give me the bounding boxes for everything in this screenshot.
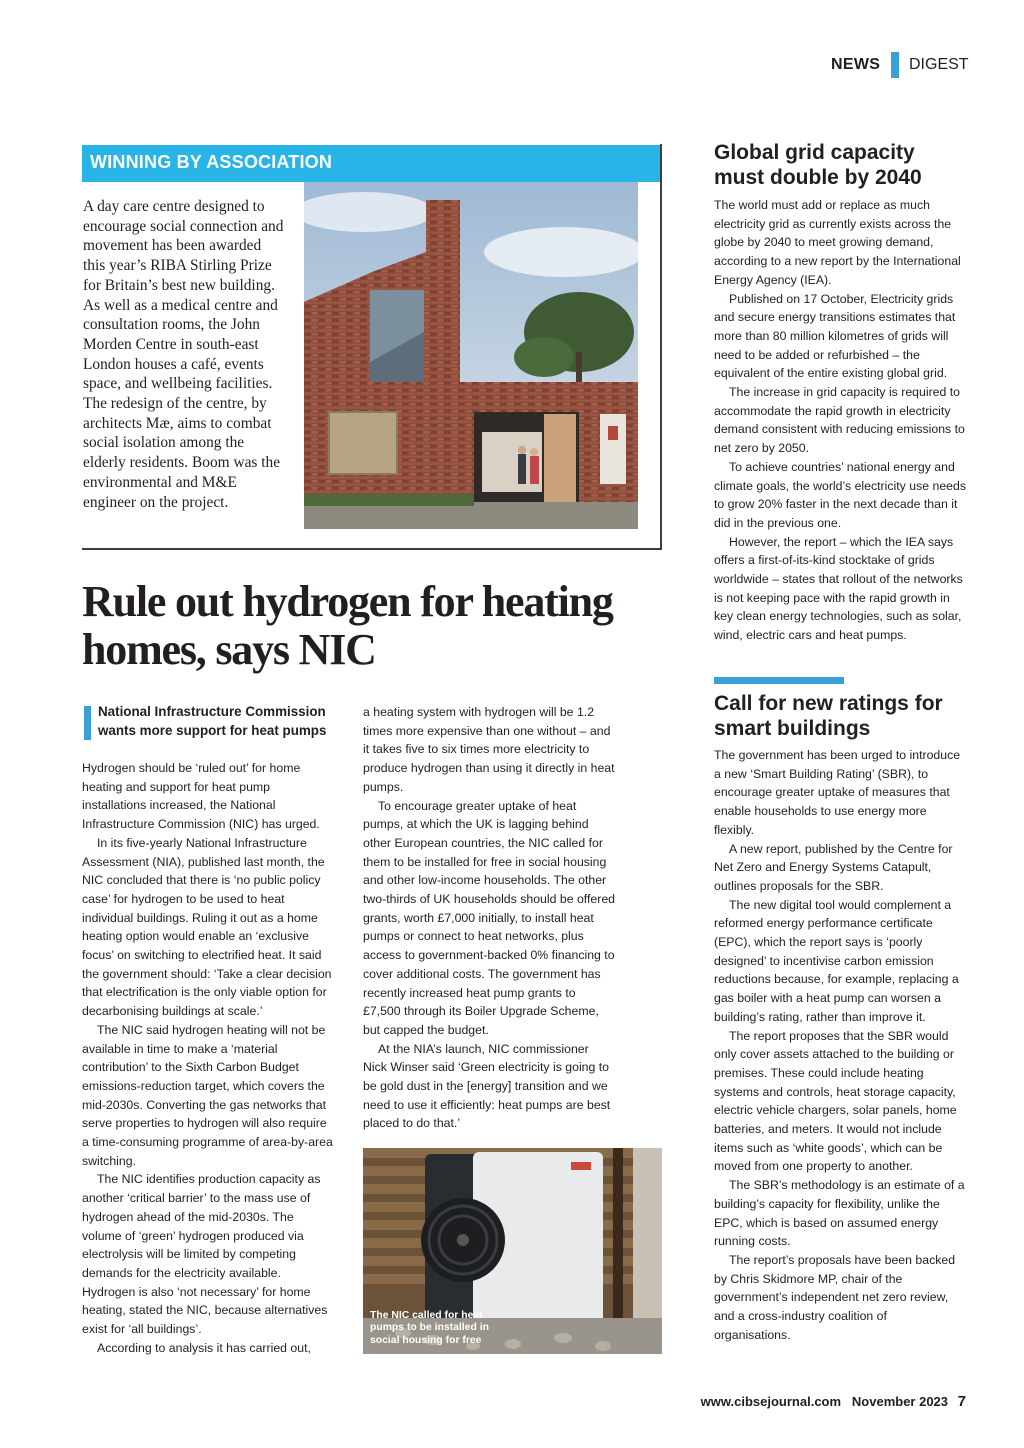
grid-headline: Global grid capacity must double by 2040 xyxy=(714,141,922,189)
subsection-label: DIGEST xyxy=(909,56,969,73)
paragraph: The increase in grid capacity is required to accommodate the rapid growth in electricity demand consistent with reducing emissions to net zero by 2050. xyxy=(714,385,965,456)
grid-story xyxy=(714,196,966,645)
feature-title: WINNING BY ASSOCIATION xyxy=(90,152,333,172)
paragraph: However, the report – which the IEA says offers a first-of-its-kind stocktake of grids worldwide – states that rollout of the networks is not keeping pace with the rapid growth in key clean energy technologies, such as solar, wind, electric cars and heat pumps. xyxy=(714,534,963,643)
standfirst-bar xyxy=(84,706,91,740)
paragraph: At the NIA’s launch, NIC commissioner Nick Winser said ‘Green electricity is going to be gold dust in the [energy] transition and we need to use it efficiently: heat pumps are best placed to do that.’ xyxy=(363,1041,611,1131)
sbr-headline: Call for new ratings for smart buildings xyxy=(714,692,943,740)
sidebar-divider xyxy=(714,677,844,684)
paragraph: The NIC identifies production capacity as another ‘critical barrier’ to the mass use of hydrogen ahead of the mid-2030s. The volume of ‘green’ hydrogen produced via electrolysis will be limited by competing demands for the electricity available. Hydrogen is also ‘not necessary’ for home heating, stated the NIC, because alternatives exist for ‘all buildings’. xyxy=(82,1172,328,1337)
paragraph: A new report, published by the Centre for Net Zero and Energy Systems Catapult, outlines proposals for the SBR. xyxy=(714,841,953,893)
building-photo xyxy=(304,182,638,529)
paragraph: Published on 17 October, Electricity grids and secure energy transitions estimates that more than 80 million kilometres of grids will need to be added or refurbished – the equivalent of the entire existing global grid. xyxy=(714,291,956,381)
paragraph: In its five-yearly National Infrastructure Assessment (NIA), published last month, the NIC concluded that there is ‘no public policy case’ for hydrogen to be used to heat individual buildings. Ruling it out as a home heating option would enable an ‘exclusive focus’ on switching to electrified heat. It said the government should: ‘Take a clear decision that electrification is the only viable option for decarbonising buildings at scale.’ xyxy=(82,835,332,1019)
footer-date: November 2023 xyxy=(851,1394,949,1409)
main-story-column-2 xyxy=(363,703,615,1133)
photo-caption: The NIC called for heat pumps to be installed in social housing for free xyxy=(370,1310,489,1346)
sbr-story xyxy=(714,746,966,1345)
paragraph: The world must add or replace as much electricity grid as currently exists across the globe by 2040 to meet growing demand, according to a new report by the International Energy Agency (IEA). xyxy=(714,198,961,287)
paragraph: Hydrogen should be ‘ruled out’ for home heating and support for heat pump installations increased, the National Infrastructure Commission (NIC) has urged. xyxy=(82,761,320,832)
paragraph: The report proposes that the SBR would only cover assets attached to the building or premises. These could include heating systems and controls, heat storage capacity, electric vehicle chargers, solar panels, home batteries, and meters. It would not include items such as ‘white goods’, which can be moved from one property to another. xyxy=(714,1028,957,1174)
paragraph: To encourage greater uptake of heat pumps, at which the UK is lagging behind other European countries, the NIC called for them to be installed for free in social housing and other low-income households. The other two-thirds of UK households should be offered grants, worth £7,000 initially, to install heat pumps or connect to heat networks, plus access to government-backed 0% financing to cover additional costs. The government has recently increased heat pump grants to £7,500 through its Boiler Upgrade Scheme, but capped the budget. xyxy=(363,798,616,1037)
paragraph: The SBR’s methodology is an estimate of a building’s capacity for flexibility, unlike the EPC, which is based on assumed energy running costs. xyxy=(714,1178,965,1249)
main-headline: Rule out hydrogen for heating homes, says NIC xyxy=(82,577,613,674)
feature-body: A day care centre designed to encourage social connection and movement has been awarded this year’s RIBA Stirling Prize for Britain’s best new building. As well as a medical centre and consultation rooms, the John Morden Centre in south-east London houses a café, events space, and wellbeing facilities. The redesign of the centre, by architects Mæ, aims to combat social isolation among the elderly residents. Boom was the environmental and M&E engineer on the project. xyxy=(83,198,284,511)
page-footer xyxy=(701,1393,966,1410)
footer-url[interactable]: www.cibsejournal.com xyxy=(700,1394,842,1409)
paragraph: According to analysis it has carried out, xyxy=(97,1340,311,1355)
standfirst: National Infrastructure Commission wants more support for heat pumps xyxy=(98,704,327,738)
paragraph: To achieve countries’ national energy and climate goals, the world’s electricity use needs to grow 20% faster in the next decade than it did in the previous one. xyxy=(714,459,966,530)
main-story-column-1 xyxy=(82,759,334,1358)
page-number: 7 xyxy=(957,1393,966,1410)
section-label: NEWS xyxy=(831,56,881,73)
paragraph: The report’s proposals have been backed by Chris Skidmore MP, chair of the government’s independent net zero review, and a cross-industry coalition of organisations. xyxy=(714,1252,956,1342)
section-divider xyxy=(891,52,899,78)
paragraph: The NIC said hydrogen heating will not be available in time to make a ‘material contribution’ to the Sixth Carbon Budget emissions-reduction target, which covers the mid-2030s. Converting the gas networks that serve properties to hydrogen will also require a time-consuming programme of area-by-area switching. xyxy=(82,1022,333,1168)
paragraph: a heating system with hydrogen will be 1.2 times more expensive than one without – and it takes five to six times more electricity to produce hydrogen than using it directly in heat pumps. xyxy=(363,705,615,794)
paragraph: The new digital tool would complement a reformed energy performance certificate (EPC), which the report says is ‘poorly designed’ to incentivise carbon emission reductions because, for example, replacing a gas boiler with a heat pump can worsen a building’s rating, rather than improve it. xyxy=(714,897,959,1024)
paragraph: The government has been urged to introduce a new ‘Smart Building Rating’ (SBR), to encourage greater uptake of measures that enable households to use energy more flexibly. xyxy=(714,748,961,837)
